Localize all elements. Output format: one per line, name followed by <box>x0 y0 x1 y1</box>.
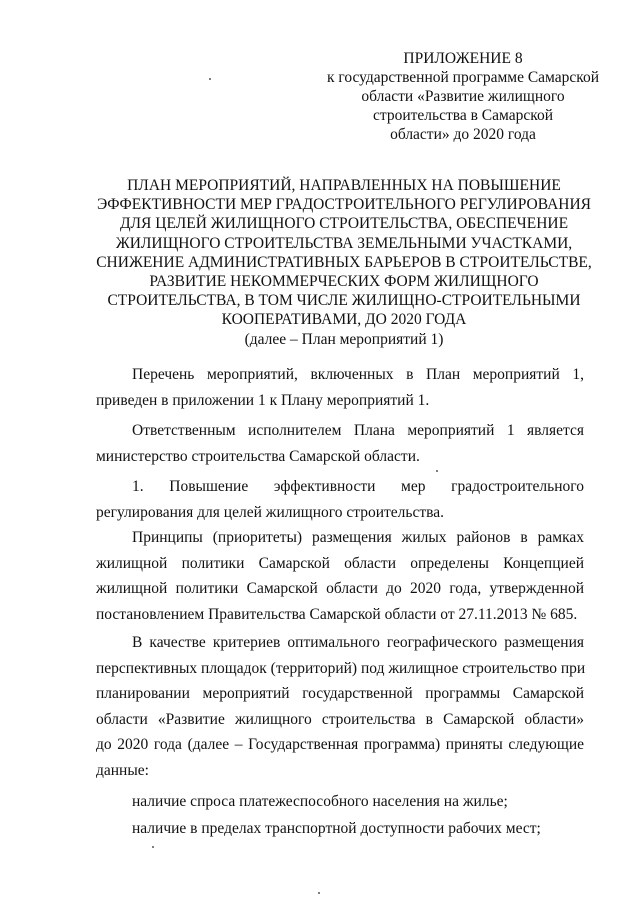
appendix-title: ПРИЛОЖЕНИЕ 8 <box>403 50 523 67</box>
paragraph-responsible <box>96 418 584 469</box>
title-line: ЭФФЕКТИВНОСТИ МЕР ГРАДОСТРОИТЕЛЬНОГО РЕГУЛИРОВАНИЯ <box>97 196 591 214</box>
paragraph-line: данные: <box>96 761 149 779</box>
section-heading-1 <box>96 474 584 525</box>
document-title <box>80 176 608 349</box>
criteria-item <box>96 816 584 842</box>
scan-speck <box>209 78 211 80</box>
title-line: ЖИЛИЩНОГО СТРОИТЕЛЬСТВА ЗЕМЕЛЬНЫМИ УЧАСТКАМИ, <box>115 234 573 252</box>
scan-speck <box>436 470 438 472</box>
paragraph-line: В качестве критериев оптимального географического размещения <box>132 634 584 651</box>
scan-speck <box>152 846 154 848</box>
title-line: СНИЖЕНИЕ АДМИНИСТРАТИВНЫХ БАРЬЕРОВ В СТРОИТЕЛЬСТВЕ, <box>96 253 592 271</box>
paragraph-plan-list <box>96 362 584 413</box>
title-line: СТРОИТЕЛЬСТВА, В ТОМ ЧИСЛЕ ЖИЛИЩНО-СТРОИТЕЛЬНЫМИ <box>107 292 581 310</box>
paragraph-line: Принципы (приоритеты) размещения жилых районов в рамках <box>132 529 584 546</box>
title-line: ДЛЯ ЦЕЛЕЙ ЖИЛИЩНОГО СТРОИТЕЛЬСТВА, ОБЕСПЕЧЕНИЕ <box>119 215 569 233</box>
paragraph-line: постановлением Правительства Самарской области от 27.11.2013 № 685. <box>96 605 578 623</box>
criteria-item <box>96 789 584 815</box>
appendix-line: строительства в Самарской <box>372 107 554 124</box>
appendix-line: области» до 2020 года <box>390 126 536 143</box>
title-line: ПЛАН МЕРОПРИЯТИЙ, НАПРАВЛЕННЫХ НА ПОВЫШЕНИЕ <box>127 177 561 194</box>
paragraph-line: Ответственным исполнителем Плана мероприятий 1 является <box>132 422 584 439</box>
paragraph-line: наличие в пределах транспортной доступности рабочих мест; <box>132 820 541 837</box>
appendix-line: области «Развитие жилищного <box>361 88 565 105</box>
paragraph-principles <box>96 525 584 627</box>
paragraph-line: регулирования для целей жилищного строительства. <box>96 503 444 521</box>
appendix-header <box>318 49 608 144</box>
paragraph-line: Перечень мероприятий, включенных в План мероприятий 1, <box>132 366 584 383</box>
paragraph-line: планировании мероприятий государственной программы Самарской <box>96 685 584 702</box>
scan-speck <box>318 892 320 894</box>
paragraph-line: жилищной политики Самарской области до 2020 года, утвержденной <box>96 580 584 597</box>
paragraph-line: области «Развитие жилищного строительства в Самарской области» <box>96 710 584 728</box>
paragraph-line: перспективных площадок (территорий) под жилищное строительство при <box>96 659 586 677</box>
paragraph-line: 1. Повышение эффективности мер градостроительного <box>132 478 584 495</box>
title-line: КООПЕРАТИВАМИ, ДО 2020 ГОДА <box>221 311 467 329</box>
paragraph-line: наличие спроса платежеспособного населения на жилье; <box>132 793 508 810</box>
paragraph-criteria <box>96 630 584 783</box>
paragraph-line: приведен в приложении 1 к Плану мероприятий 1. <box>96 391 430 409</box>
paragraph-line: жилищной политики Самарской области определены Концепцией <box>96 554 584 572</box>
paragraph-line: министерство строительства Самарской области. <box>96 447 420 465</box>
title-subtitle: (далее – План мероприятий 1) <box>244 330 444 348</box>
paragraph-line: до 2020 года (далее – Государственная программа) приняты следующие <box>96 736 584 753</box>
title-line: РАЗВИТИЕ НЕКОММЕРЧЕСКИХ ФОРМ ЖИЛИЩНОГО <box>149 273 539 291</box>
appendix-line: к государственной программе Самарской <box>326 69 600 86</box>
